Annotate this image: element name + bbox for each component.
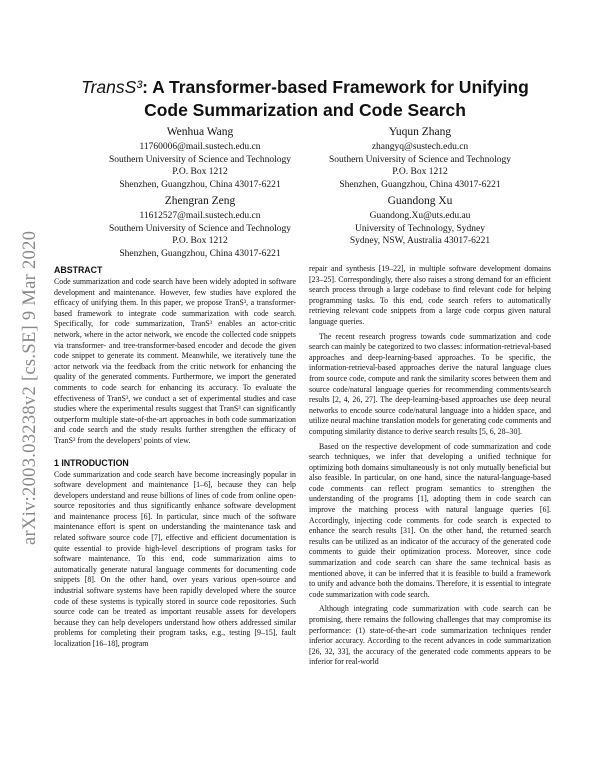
author-affiliation: Southern University of Science and Technology bbox=[109, 154, 291, 165]
paper-title bbox=[60, 76, 550, 122]
body-paragraph: Based on the respective development of code summarization and code search techniques, we infer that developing a unified technique for optimizing both domains simultaneously is not only mutually beneficial but also feasible. In particular, on one hand, since the natural-language-based code comments can reflect program semantics to strengthen the understanding of the programs [1], adopting them in code search can improve the matching process with natural language queries [6]. Accordingly, injecting code comments for code search is expected to enhance the search results [31]. On the other hand, the returned search results can be utilized as an indicator of the accuracy of the generated code comments to guide their optimization process. Moreover, since code summarization and code search can share the same technical basis as mentioned above, it can be inferred that it is feasible to build a framework to unify and advance both the domains. Therefore, it is essential to integrate code summarization with code search. bbox=[309, 441, 551, 599]
author-email: 11760006@mail.sustech.edu.cn bbox=[139, 142, 261, 152]
author-name: Guandong Xu bbox=[387, 195, 453, 207]
body-paragraph: repair and synthesis [19–22], in multiple software development domains [23–25]. Correspondingly, there also raises a strong demand for an efficient search process through a large codebase to find relevant code for helping programming tasks. To this end, code search refers to automatically retrieving relevant code snippets from a large code corpus given natural language queries. bbox=[309, 264, 551, 326]
author-location: Sydney, NSW, Australia 43017-6221 bbox=[349, 236, 491, 247]
abstract-heading: ABSTRACT bbox=[54, 265, 103, 275]
author-affiliation: Southern University of Science and Technology bbox=[109, 223, 291, 234]
title-italic: TransS³ bbox=[81, 77, 143, 97]
title-rest: : A Transformer-based Framework for Unifying Code Summarization and Code Search bbox=[142, 77, 529, 120]
author-affiliation: Southern University of Science and Technology bbox=[329, 154, 511, 165]
author-email: 11612527@mail.sustech.edu.cn bbox=[139, 211, 261, 221]
right-column bbox=[309, 264, 551, 668]
author-affiliation: University of Technology, Sydney bbox=[355, 223, 485, 234]
author-email: Guandong.Xu@uts.edu.au bbox=[369, 211, 471, 221]
author-location: Shenzhen, Guangzhou, China 43017-6221 bbox=[119, 248, 281, 259]
author-block bbox=[90, 194, 310, 260]
author-location: Shenzhen, Guangzhou, China 43017-6221 bbox=[339, 179, 501, 190]
author-box: P.O. Box 1212 bbox=[392, 167, 448, 178]
author-block bbox=[310, 194, 530, 248]
author-block bbox=[90, 125, 310, 191]
author-location: Shenzhen, Guangzhou, China 43017-6221 bbox=[119, 179, 281, 190]
author-name: Zhengran Zeng bbox=[164, 195, 236, 207]
author-box: P.O. Box 1212 bbox=[172, 236, 228, 247]
left-column bbox=[54, 264, 296, 650]
author-box: P.O. Box 1212 bbox=[172, 167, 228, 178]
abstract-text: Code summarization and code search have been widely adopted in software development and maintenance. However, few studies have explored the efficacy of unifying them. In this paper, we propose TranS³, a transformer-based framework to integrate code summarization with code search. Specifically, for code summarization, TranS³ enables an actor-critic network, where in the actor network, we encode the collected code snippets via transformer- and tree-transformer-based encoder and decode the given code snippet to generate its comment. Meanwhile, we iteratively tune the actor network via the feedback from the critic network for enhancing the quality of the generated comments. Furthermore, we import the generated comments to code search for enhancing its accuracy. To evaluate the effectiveness of TranS³, we conduct a set of experimental studies and case studies where the experimental results suggest that TranS³ can significantly outperform multiple state-of-the-art approaches in both code summarization and code search and the study results further strengthen the efficacy of TranS³ from the developers' points of view. bbox=[54, 277, 296, 445]
body-paragraph: The recent research progress towards code summarization and code search can mainly be categorized to two classes: information-retrieval-based approaches and deep-learning-based approaches. To be specific, the information-retrieval-based approaches derive the natural language clues from source code, compute and rank the similarity scores between them and source code/natural language queries for recommending comments/search results [2, 4, 26, 27]. The deep-learning-based approaches use deep neural networks to encode source code/natural language into a hidden space, and utilize neural machine translation models for generating code comments and computing similarity distance to derive search results [5, 6, 28–30]. bbox=[309, 331, 551, 436]
body-paragraph: Although integrating code summarization with code search can be promising, there remains the following challenges that may compromise its performance: (1) state-of-the-art code summarization techniques render inferior accuracy. According to the recent advances in code summarization [26, 32, 33], the accuracy of the generated code comments appears to be inferior for real-world bbox=[309, 604, 551, 667]
author-name: Yuqun Zhang bbox=[388, 126, 452, 138]
author-block bbox=[310, 125, 530, 191]
introduction-paragraph: Code summarization and code search have become increasingly popular in software development and maintenance [1–6], because they can help developers understand and reuse billions of lines of code from online open-source repositories and thus significantly enhance software development and maintenance process [6]. In particular, since much of the software maintenance effort is spent on understanding the maintenance task and related software source code [7], effective and efficient documentation is quite essential to provide high-level descriptions of program tasks for software maintenance. To this end, code summarization aims to automatically generate natural language comments for documenting code snippets [8]. On the other hand, over years various open-source and industrial software systems have been rapidly developed where the source code of these systems is typically stored in source code repositories. Such source code can be treated as important reusable assets for developers because they can help developers understand how others addressed similar problems for completing their program tasks, e.g., testing [9–15], fault localization [16–18], program bbox=[54, 469, 296, 648]
author-name: Wenhua Wang bbox=[166, 126, 234, 138]
arxiv-identifier: arXiv:2003.03238v2 [cs.SE] 9 Mar 2020 bbox=[20, 230, 40, 545]
author-email: zhangyq@sustech.edu.cn bbox=[371, 142, 469, 152]
introduction-heading: 1 INTRODUCTION bbox=[54, 457, 129, 468]
